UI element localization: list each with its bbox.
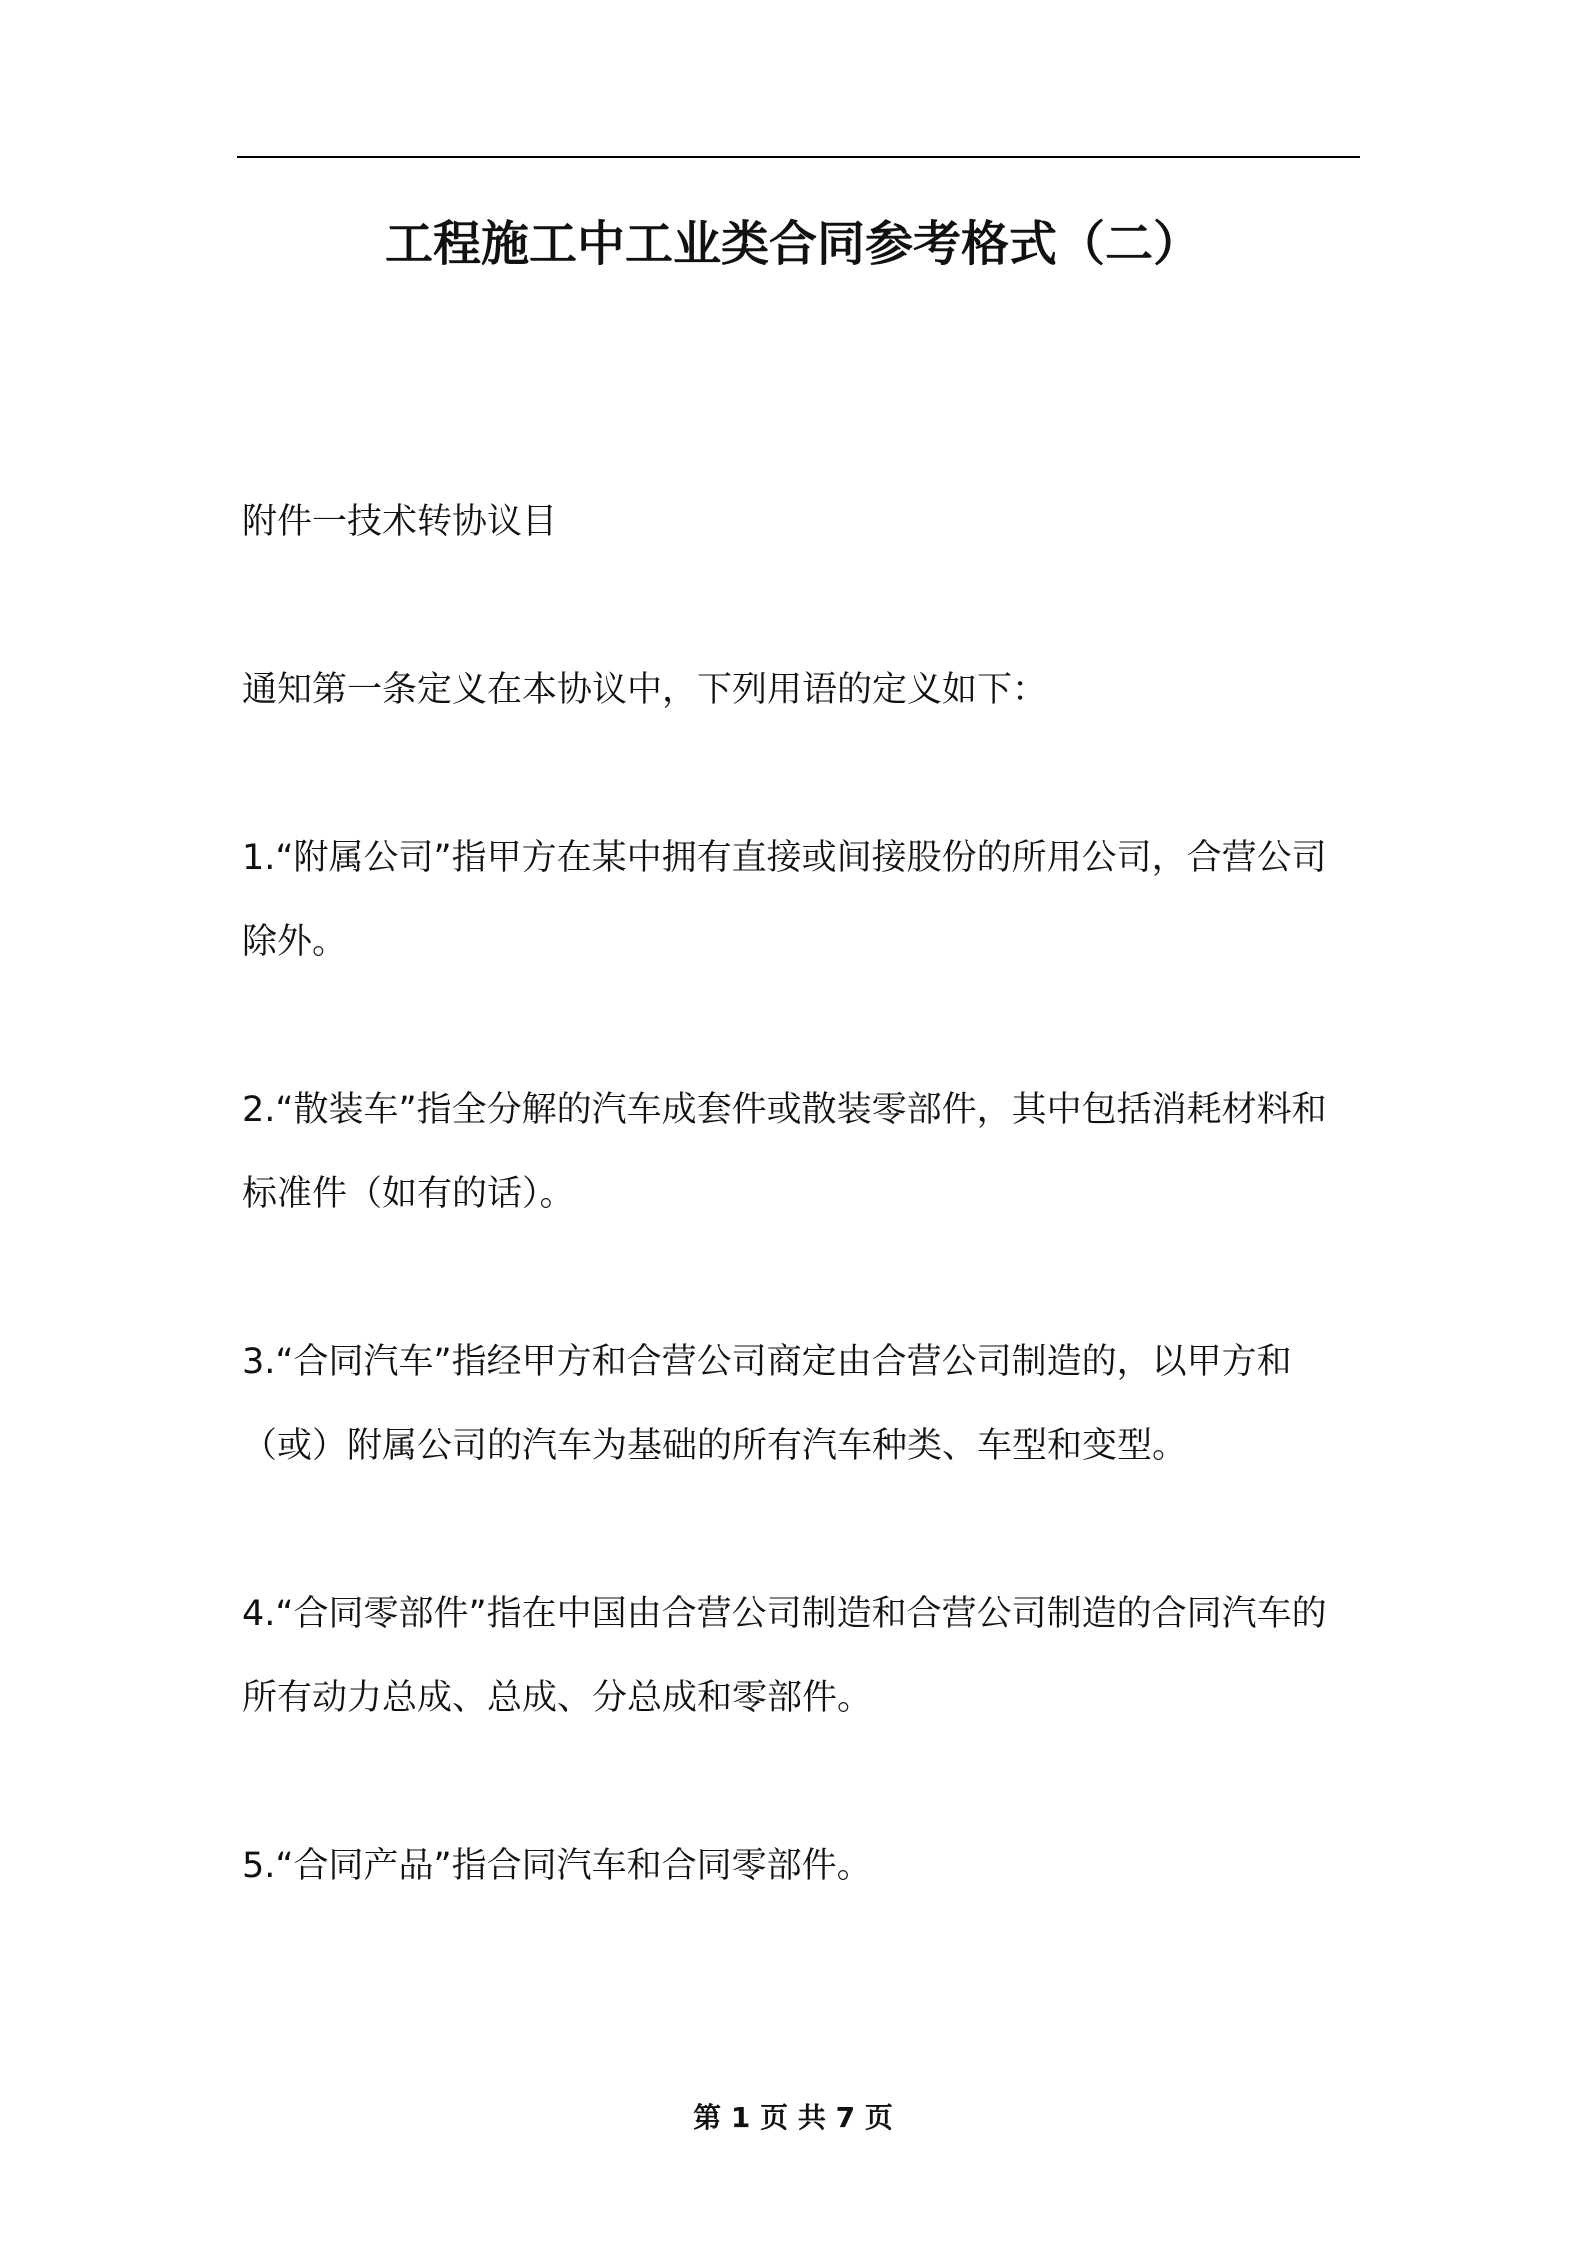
definition-item-1: 1.“附属公司”指甲方在某中拥有直接或间接股份的所用公司，合营公司除外。 xyxy=(242,838,1327,962)
header-rule xyxy=(237,156,1360,158)
page-number-footer: 第 1 页 共 7 页 xyxy=(693,2101,893,2134)
definition-item-4: 4.“合同零部件”指在中国由合营公司制造和合营公司制造的合同汽车的所有动力总成、总成、分总成和零部件。 xyxy=(242,1594,1327,1718)
definitions-intro: 通知第一条定义在本协议中，下列用语的定义如下： xyxy=(242,670,1048,710)
annex-heading: 附件一技术转协议目 xyxy=(242,502,558,542)
definition-item-5: 5.“合同产品”指合同汽车和合同零部件。 xyxy=(242,1846,872,1886)
definition-item-3: 3.“合同汽车”指经甲方和合营公司商定由合营公司制造的，以甲方和（或）附属公司的汽车为基础的所有汽车种类、车型和变型。 xyxy=(242,1342,1292,1466)
document-title: 工程施工中工业类合同参考格式（二） xyxy=(384,216,1201,272)
definition-item-2: 2.“散装车”指全分解的汽车成套件或散装零部件，其中包括消耗材料和标准件（如有的话）。 xyxy=(242,1090,1327,1214)
